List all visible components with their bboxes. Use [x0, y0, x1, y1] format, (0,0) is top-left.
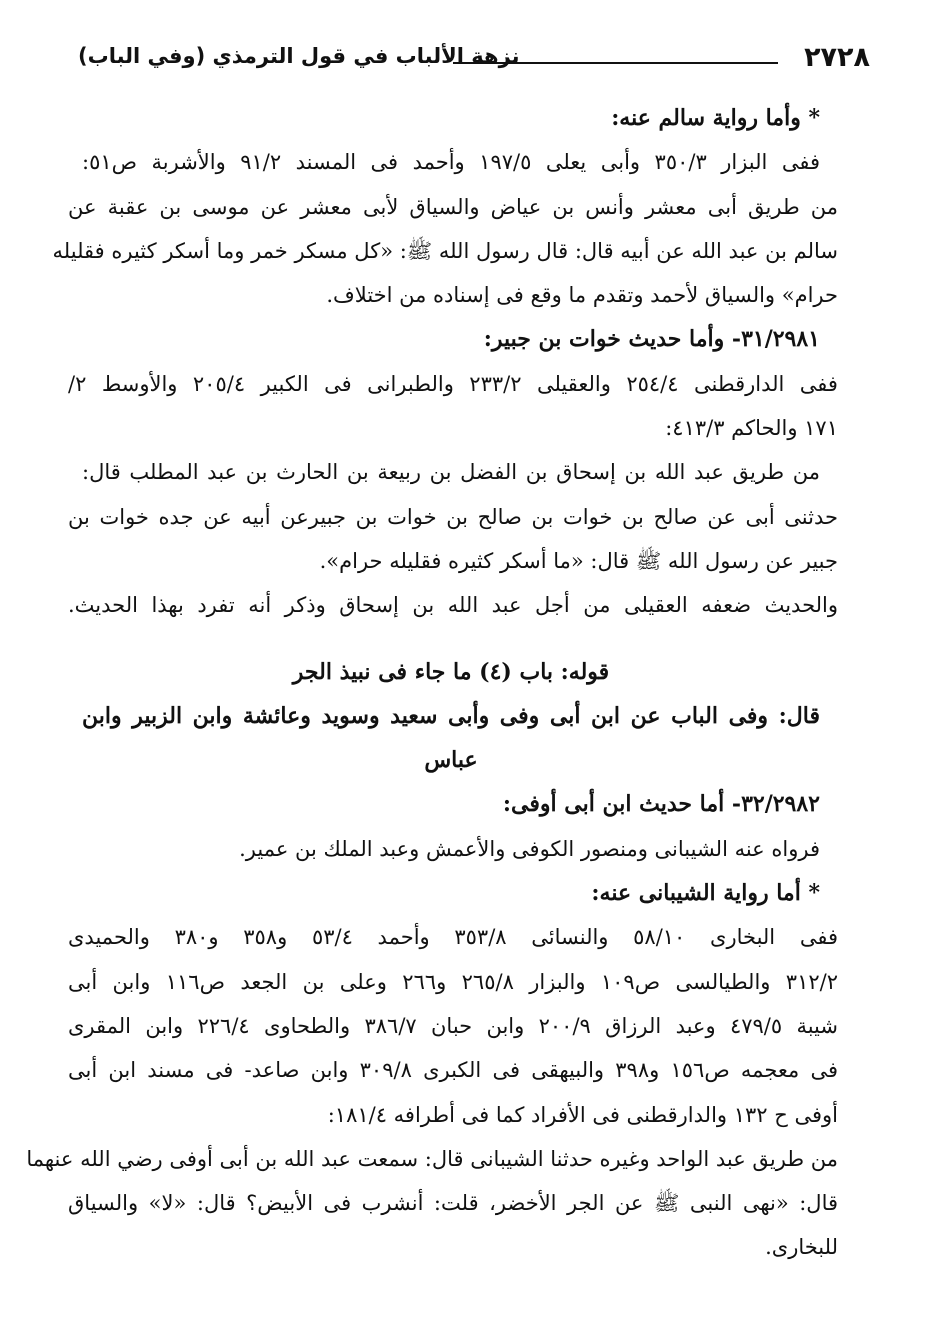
text-line: ففى الدارقطنى ٢٥٤/٤ والعقيلى ٢٣٣/٢ والطبرانى فى الكبير ٢٠٥/٤ والأوسط ٢/: [68, 371, 838, 396]
spacer: [82, 628, 820, 650]
page-header: [78, 42, 870, 82]
text-line: ٣١٢/٢ والطيالسى ص١٠٩ والبزار ٢٦٥/٨ و٢٦٦ وعلى بن الجعد ص١١٦ وابن أبى: [68, 969, 838, 994]
text-line: حدثنى أبى عن صالح بن خوات بن صالح بن خوات بن جبيرعن أبيه عن جده خوات بن: [68, 504, 838, 529]
section-heading: * وأما رواية سالم عنه:: [611, 105, 820, 131]
page-body: [26, 96, 839, 1270]
page-number: ٢٧٢٨: [804, 42, 870, 73]
text-line: قال: «نهى النبى ﷺ عن الجر الأخضر، قلت: أنشرب فى الأبيض؟ قال: «لا» والسياق: [68, 1191, 839, 1216]
text-line: ١٧١ والحاكم ٤١٣/٣:: [665, 416, 838, 441]
text-line: جبير عن رسول الله ﷺ قال: «ما أسكر كثيره فقليله حرام».: [319, 548, 838, 573]
text-line: شيبة ٤٧٩/٥ وعبد الرزاق ٢٠٠/٩ وابن حبان ٣٨٦/٧ والطحاوى ٢٢٦/٤ وابن المقرى: [68, 1013, 838, 1038]
text-line: ففى البزار ٣٥٠/٣ وأبى يعلى ١٩٧/٥ وأحمد فى المسند ٩١/٢ والأشربة ص٥١:: [82, 150, 820, 175]
section-heading: * أما رواية الشيبانى عنه:: [591, 880, 820, 907]
chapter-quote: قال: وفى الباب عن ابن أبى وفى وأبى سعيد وسويد وعائشة وابن الزبير وابن: [82, 702, 820, 729]
text-line: سالم بن عبد الله عن أبيه قال: قال رسول الله ﷺ: «كل مسكر خمر وما أسكر كثيره فقليله: [52, 238, 838, 263]
text-line: والحديث ضعفه العقيلى من أجل عبد الله بن إسحاق وذكر أنه تفرد بهذا الحديث.: [68, 593, 838, 618]
hadith-heading: ٣٢/٢٩٨٢- أما حديث ابن أبى أوفى:: [502, 791, 820, 818]
text-line: من طريق أبى معشر وأنس بن عياض والسياق لأبى معشر عن موسى بن عقبة عن: [68, 194, 838, 219]
hadith-heading: ٣١/٢٩٨١- وأما حديث خوات بن جبير:: [483, 326, 820, 353]
text-line: للبخارى.: [765, 1235, 838, 1260]
text-line: ففى البخارى ٥٨/١٠ والنسائى ٣٥٣/٨ وأحمد ٥٣/٤ و٣٥٨ و٣٨٠ والحميدى: [68, 925, 838, 950]
chapter-quote-end: عباس: [424, 747, 478, 774]
text-line: من طريق عبد الواحد وغيره حدثنا الشيبانى قال: سمعت عبد الله بن أبى أوفى رضي الله عنهما: [26, 1146, 838, 1171]
running-title: نزهة الألباب في قول الترمذي (وفي الباب): [78, 44, 520, 68]
text-line: من طريق عبد الله بن إسحاق بن الفضل بن ربيعة بن الحارث بن عبد المطلب قال:: [82, 460, 820, 485]
text-line: حرام» والسياق لأحمد وتقدم ما وقع فى إسناده من اختلاف.: [326, 283, 838, 308]
text-line: فرواه عنه الشيبانى ومنصور الكوفى والأعمش وعبد الملك بن عمير.: [239, 836, 820, 861]
text-line: أوفى ح ١٣٢ والدارقطنى فى الأفراد كما فى أطرافه ١٨١/٤:: [327, 1102, 838, 1127]
chapter-heading: قوله: باب (٤) ما جاء فى نبيذ الجر: [292, 658, 610, 685]
text-line: فى معجمه ص١٥٦ و٣٩٨ والبيهقى فى الكبرى ٣٠٩/٨ وابن صاعد- فى مسند ابن أبى: [68, 1058, 839, 1083]
